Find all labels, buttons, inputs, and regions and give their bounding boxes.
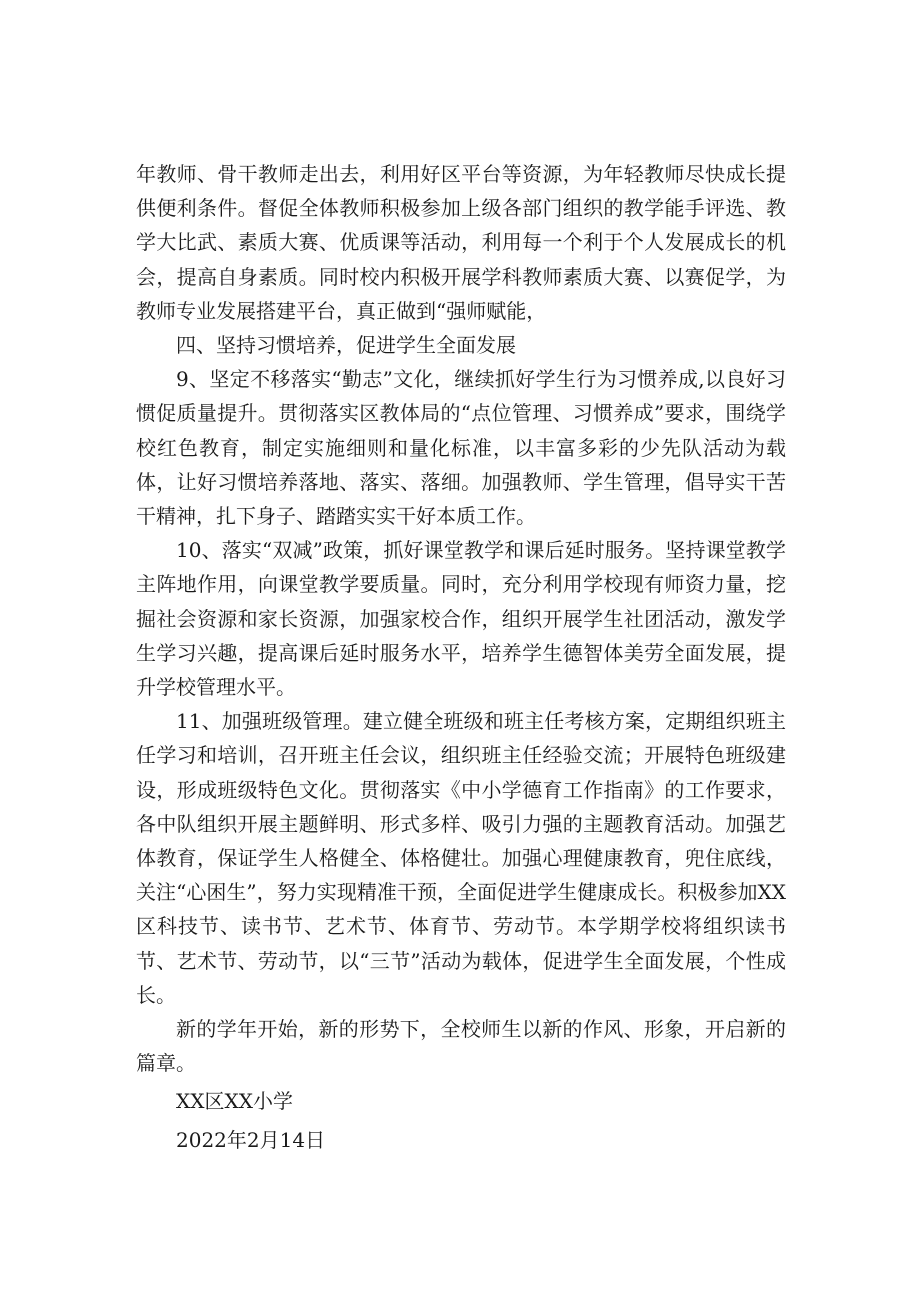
section-heading: 四、坚持习惯培养，促进学生全面发展 <box>176 333 516 358</box>
paragraph-item-9: 9、坚定不移落实“勤志”文化，继续抓好学生行为习惯养成,以良好习惯促质量提升。贯彻落实区教体局的“点位管理、习惯养成”要求，围绕学校红色教育，制定实施细则和量化标准，以丰富多彩的少先队活动为载体，让好习惯培养落地、落实、落细。加强教师、学生管理，倡导实干苦干精神，扎下身子、踏踏实实干好本质工作。 <box>136 367 786 529</box>
signature-date: 2022年2月14日 <box>176 1127 326 1152</box>
paragraph-item-10: 10、落实“双减”政策，抓好课堂教学和课后延时服务。坚持课堂教学主阵地作用，向课堂教学要质量。同时，充分利用学校现有师资力量，挖掘社会资源和家长资源，加强家校合作，组织开展学生社团活动，激发学生学习兴趣，提高课后延时服务水平，培养学生德智体美劳全面发展，提升学校管理水平。 <box>136 538 786 700</box>
signature-organization: XX区XX小学 <box>176 1089 293 1114</box>
paragraph-continuation: 年教师、骨干教师走出去，利用好区平台等资源，为年轻教师尽快成长提供便利条件。督促全体教师积极参加上级各部门组织的教学能手评选、教学大比武、素质大赛、优质课等活动，利用每一个利于个人发展成长的机会，提高自身素质。同时校内积极开展学科教师素质大赛、以赛促学，为教师专业发展搭建平台，真正做到“强师赋能， <box>136 162 786 323</box>
document-body <box>136 157 786 1157</box>
paragraph-item-11: 11、加强班级管理。建立健全班级和班主任考核方案，定期组织班主任学习和培训，召开班主任会议，组织班主任经验交流；开展特色班级建设，形成班级特色文化。贯彻落实《中小学德育工作指南》的工作要求，各中队组织开展主题鲜明、形式多样、吸引力强的主题教育活动。加强艺体教育，保证学生人格健全、体格健壮。加强心理健康教育，兜住底线，关注“心困生”，努力实现精准干预，全面促进学生健康成长。积极参加XX区科技节、读书节、艺术节、体育节、劳动节。本学期学校将组织读书节、艺术节、劳动节，以“三节”活动为载体，促进学生全面发展，个性成长。 <box>136 709 786 1007</box>
paragraph-closing: 新的学年开始，新的形势下，全校师生以新的作风、形象，开启新的篇章。 <box>136 1017 786 1076</box>
